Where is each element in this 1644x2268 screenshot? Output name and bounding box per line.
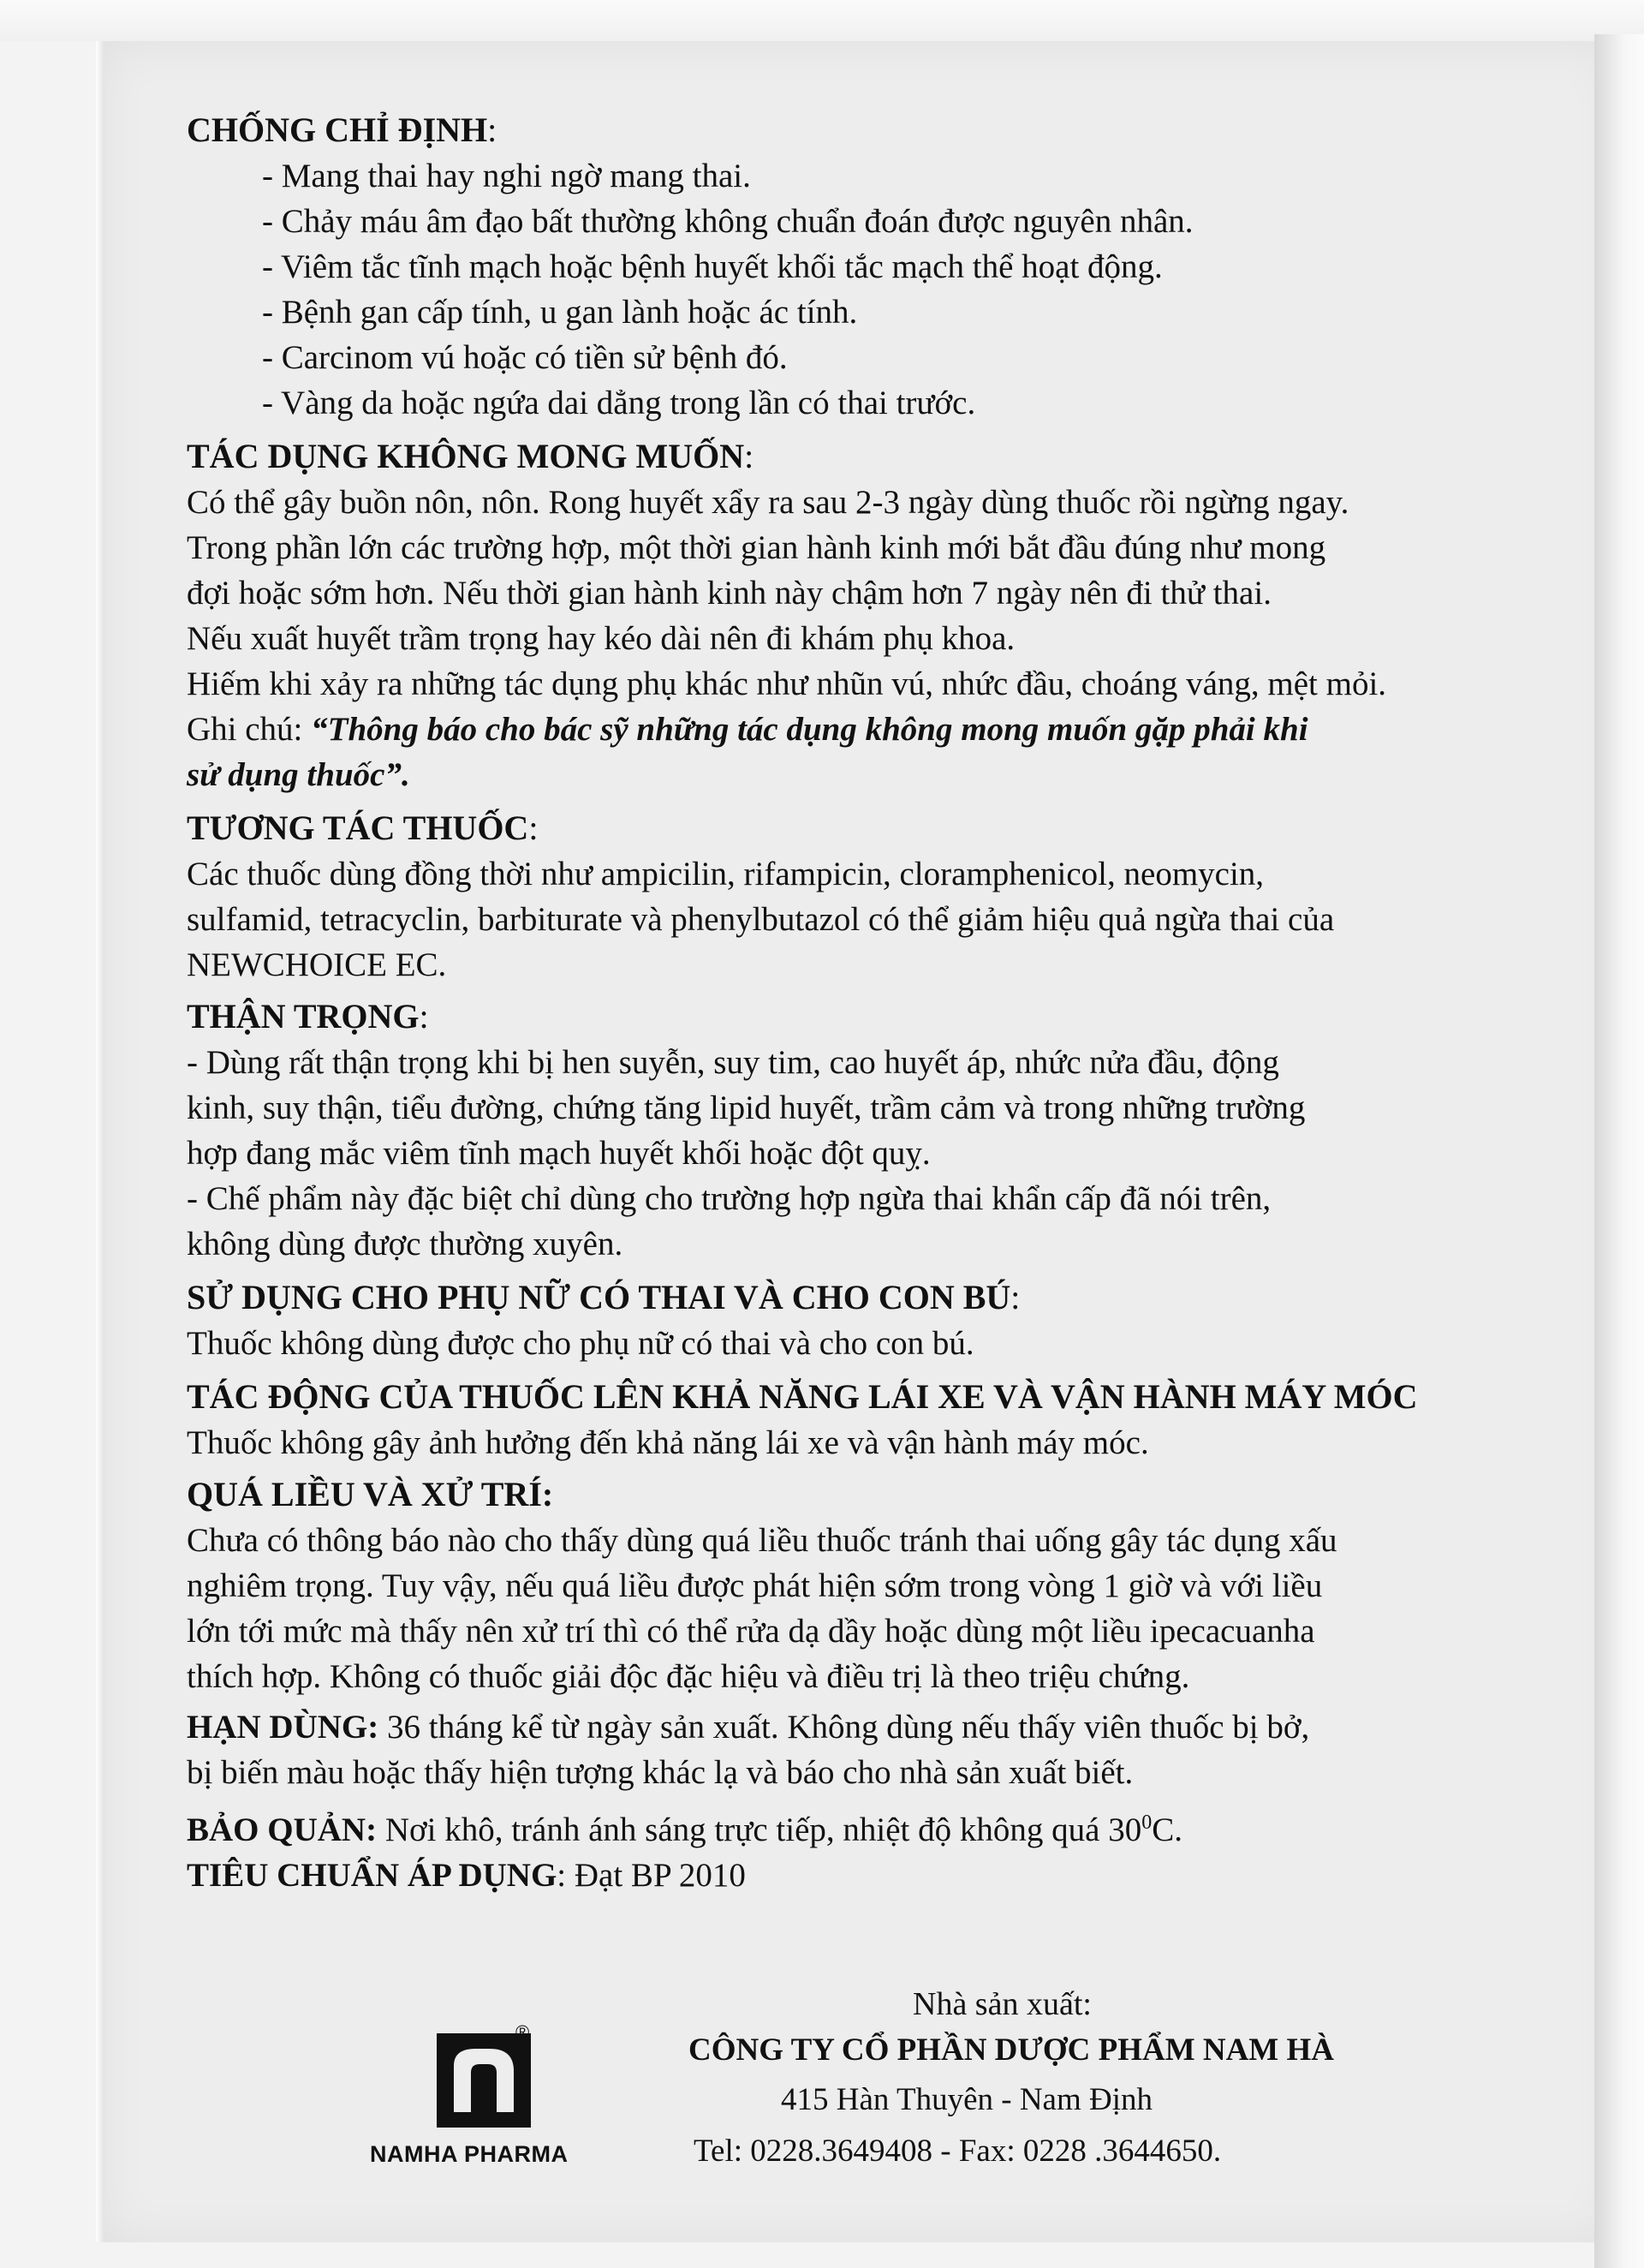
paragraph-line: bị biến màu hoặc thấy hiện tượng khác lạ và báo cho nhà sản xuất biết.: [187, 1754, 1134, 1791]
paragraph-line: Trong phần lớn các trường hợp, một thời gian hành kinh mới bắt đầu đúng như mong: [187, 529, 1326, 566]
paragraph-line: Nếu xuất huyết trầm trọng hay kéo dài nên đi khám phụ khoa.: [187, 620, 1016, 657]
list-item: - Vàng da hoặc ngứa dai dẳng trong lần có thai trước.: [262, 385, 976, 421]
note-text: “Thông báo cho bác sỹ những tác dụng không mong muốn gặp phải khi: [311, 711, 1308, 748]
note-label: Ghi chú:: [187, 711, 312, 748]
expiry-line: [187, 1704, 1540, 1750]
side-effects-heading: TÁC DỤNG KHÔNG MONG MUỐN:: [187, 437, 754, 475]
paragraph-line: - Chế phẩm này đặc biệt chỉ dùng cho trường hợp ngừa thai khẩn cấp đã nói trên,: [187, 1180, 1272, 1217]
list-item: - Carcinom vú hoặc có tiền sử bệnh đó.: [262, 339, 788, 376]
paragraph-line: thích hợp. Không có thuốc giải độc đặc hiệu và điều trị là theo triệu chứng.: [187, 1658, 1190, 1695]
paragraph-line: Thuốc không gây ảnh hưởng đến khả năng lái xe và vận hành máy móc.: [187, 1424, 1149, 1461]
paragraph-line: đợi hoặc sớm hơn. Nếu thời gian hành kinh này chậm hơn 7 ngày nên đi thử thai.: [187, 575, 1272, 612]
paragraph-line: Các thuốc dùng đồng thời như ampicilin, rifampicin, cloramphenicol, neomycin,: [187, 856, 1265, 892]
list-item: - Bệnh gan cấp tính, u gan lành hoặc ác tính.: [262, 294, 858, 331]
company-name: CÔNG TY CỔ PHẦN DƯỢC PHẨM NAM HÀ: [688, 2032, 1334, 2068]
paragraph-line: Hiếm khi xảy ra những tác dụng phụ khác như nhũn vú, nhức đầu, choáng váng, mệt mỏi.: [187, 665, 1387, 702]
contraindications-heading: CHỐNG CHỈ ĐỊNH:: [187, 110, 497, 149]
company-contact: Tel: 0228.3649408 - Fax: 0228 .3644650.: [694, 2134, 1222, 2169]
company-address: 415 Hàn Thuyên - Nam Định: [781, 2082, 1153, 2117]
expiry-heading: HẠN DÙNG:: [187, 1709, 379, 1746]
paragraph-line: Chưa có thông báo nào cho thấy dùng quá liều thuốc tránh thai uống gây tác dụng xấu: [187, 1522, 1337, 1559]
list-item: - Viêm tắc tĩnh mạch hoặc bệnh huyết khối tắc mạch thể hoạt động.: [262, 248, 1163, 285]
paragraph-line: không dùng được thường xuyên.: [187, 1226, 623, 1262]
manufacturer-label: Nhà sản xuất:: [913, 1986, 1092, 2022]
note-text-cont: sử dụng thuốc”.: [187, 756, 410, 793]
paragraph-line: NEWCHOICE EC.: [187, 946, 447, 983]
namha-logo-icon: [437, 2033, 531, 2128]
page-left-edge: [96, 41, 104, 2242]
paragraph-line: kinh, suy thận, tiểu đường, chứng tăng lipid huyết, trầm cảm và trong những trường: [187, 1089, 1306, 1126]
brand-name: NAMHA PHARMA: [370, 2141, 569, 2167]
list-item: - Mang thai hay nghi ngờ mang thai.: [262, 158, 751, 194]
scan-background: [0, 0, 1644, 41]
paragraph-line: lớn tới mức mà thấy nên xử trí thì có thể rửa dạ dầy hoặc dùng một liều ipecacuanha: [187, 1613, 1315, 1650]
paragraph-line: Thuốc không dùng được cho phụ nữ có thai và cho con bú.: [187, 1325, 974, 1362]
degree-sup: 0: [1141, 1811, 1153, 1834]
document-content: [187, 101, 1540, 1898]
pregnancy-heading: SỬ DỤNG CHO PHỤ NỮ CÓ THAI VÀ CHO CON BÚ:: [187, 1278, 1021, 1316]
registered-mark: ®: [515, 2021, 530, 2043]
expiry-text: 36 tháng kể từ ngày sản xuất. Không dùng nếu thấy viên thuốc bị bở,: [378, 1709, 1310, 1746]
interactions-heading: TƯƠNG TÁC THUỐC:: [187, 809, 539, 847]
paragraph-line: Có thể gây buồn nôn, nôn. Rong huyết xẩy ra sau 2-3 ngày dùng thuốc rồi ngừng ngay.: [187, 484, 1349, 521]
storage-text: Nơi khô, tránh ánh sáng trực tiếp, nhiệt độ không quá 30: [377, 1811, 1142, 1848]
overdose-heading: QUÁ LIỀU VÀ XỬ TRÍ:: [187, 1475, 554, 1513]
standard-heading: TIÊU CHUẨN ÁP DỤNG: [187, 1857, 557, 1894]
standard-line: [187, 1853, 1540, 1898]
note-line: [187, 707, 1540, 752]
paragraph-line: nghiêm trọng. Tuy vậy, nếu quá liều được phát hiện sớm trong vòng 1 giờ và với liều: [187, 1567, 1323, 1604]
list-item: - Chảy máu âm đạo bất thường không chuẩn đoán được nguyên nhân.: [262, 203, 1194, 240]
storage-heading: BẢO QUẢN:: [187, 1811, 378, 1848]
driving-heading: TÁC ĐỘNG CỦA THUỐC LÊN KHẢ NĂNG LÁI XE VÀ VẬN HÀNH MÁY MÓC: [187, 1377, 1418, 1416]
caution-heading: THẬN TRỌNG:: [187, 997, 429, 1036]
paragraph-line: - Dùng rất thận trọng khi bị hen suyễn, suy tim, cao huyết áp, nhức nửa đầu, động: [187, 1044, 1279, 1081]
paragraph-line: sulfamid, tetracyclin, barbiturate và phenylbutazol có thể giảm hiệu quả ngừa thai của: [187, 901, 1335, 938]
standard-text: : Đạt BP 2010: [557, 1857, 746, 1894]
storage-unit: C.: [1152, 1811, 1182, 1848]
storage-line: [187, 1800, 1540, 1853]
page-right-edge: [1594, 34, 1644, 2268]
paragraph-line: hợp đang mắc viêm tĩnh mạch huyết khối hoặc đột quỵ.: [187, 1135, 931, 1172]
